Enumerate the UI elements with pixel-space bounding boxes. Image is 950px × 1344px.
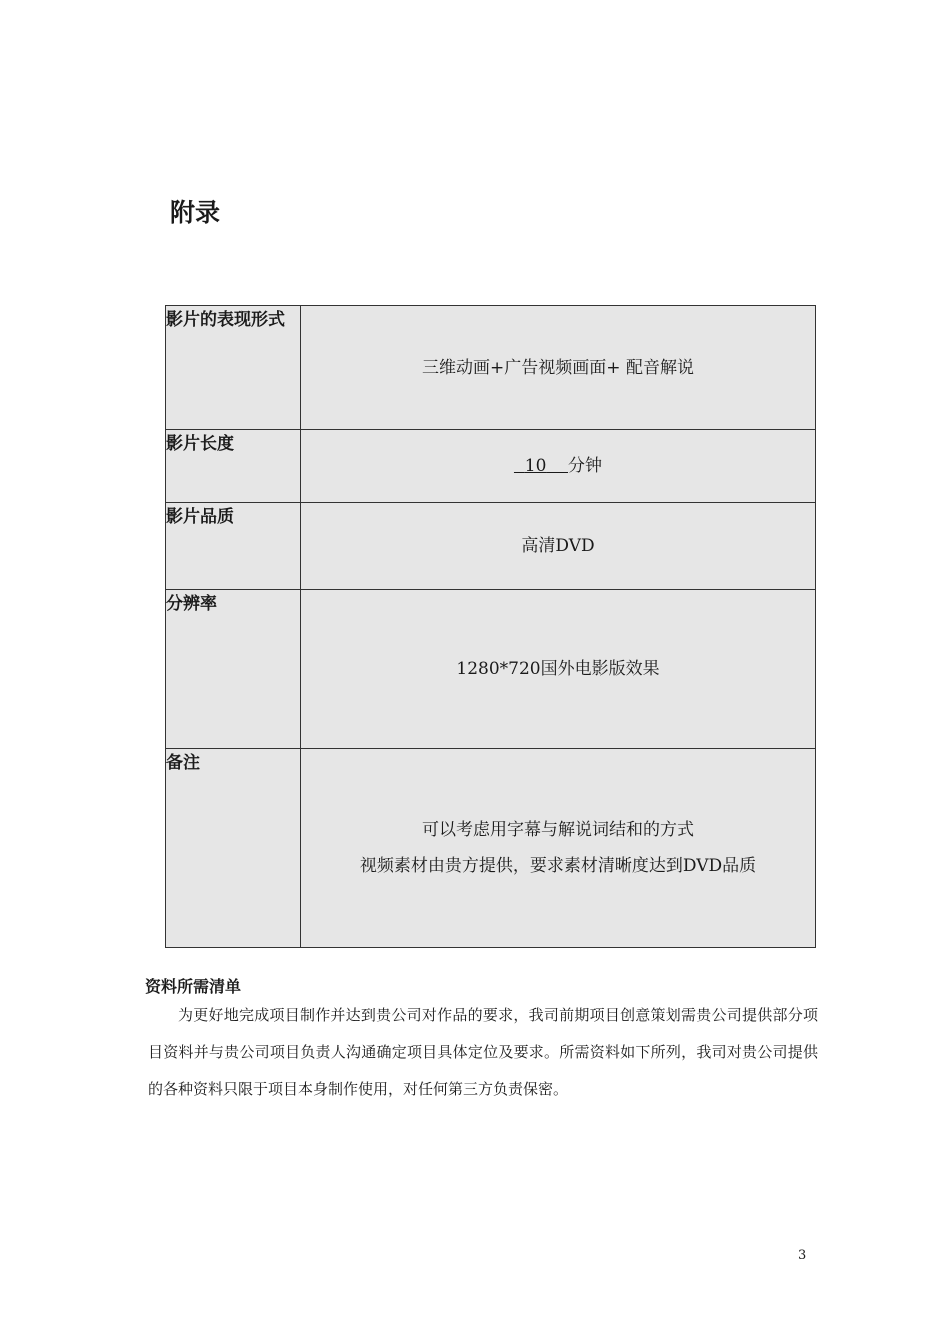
- resolution-value: 1280*720国外电影版效果: [456, 659, 660, 679]
- film-length-value: 10: [524, 456, 547, 476]
- row-label-cell: [166, 430, 301, 503]
- row-value-cell: [301, 306, 816, 430]
- film-length-unit: 分钟: [568, 456, 603, 476]
- row-label: 影片品质: [166, 507, 234, 527]
- remark-line: 视频素材由贵方提供，要求素材清晰度达到DVD品质: [359, 856, 757, 876]
- page-number: 3: [798, 1248, 807, 1263]
- materials-paragraph: 为更好地完成项目制作并达到贵公司对作品的要求，我司前期项目创意策划需贵公司提供部分项目资料并与贵公司项目负责人沟通确定项目具体定位及要求。所需资料如下所列，我司对贵公司提供的各种资料只限于项目本身制作使用，对任何第三方负责保密。: [148, 1006, 818, 1098]
- row-value-cell: [301, 503, 816, 590]
- film-length-blank: [514, 456, 568, 476]
- row-label-cell: [166, 590, 301, 749]
- page-title: 附录: [170, 198, 221, 227]
- film-spec-table: [165, 305, 816, 948]
- row-label-cell: [166, 503, 301, 590]
- materials-heading: 资料所需清单: [145, 977, 242, 996]
- row-label: 影片长度: [166, 434, 234, 454]
- film-quality-value: 高清DVD: [521, 536, 595, 556]
- table-row: [166, 503, 816, 590]
- table-row: [166, 306, 816, 430]
- row-label: 备注: [166, 753, 200, 773]
- row-value-cell: [301, 590, 816, 749]
- row-value-cell: [301, 430, 816, 503]
- table-row: [166, 590, 816, 749]
- table-row: [166, 749, 816, 948]
- row-label: 影片的表现形式: [166, 310, 285, 330]
- row-label-cell: [166, 306, 301, 430]
- row-label-cell: [166, 749, 301, 948]
- presentation-form-value: 三维动画+广告视频画面+ 配音解说: [422, 357, 694, 378]
- row-value-cell: [301, 749, 816, 948]
- row-label: 分辨率: [166, 594, 217, 614]
- remark-line: 可以考虑用字幕与解说词结和的方式: [422, 820, 694, 840]
- table-row: [166, 430, 816, 503]
